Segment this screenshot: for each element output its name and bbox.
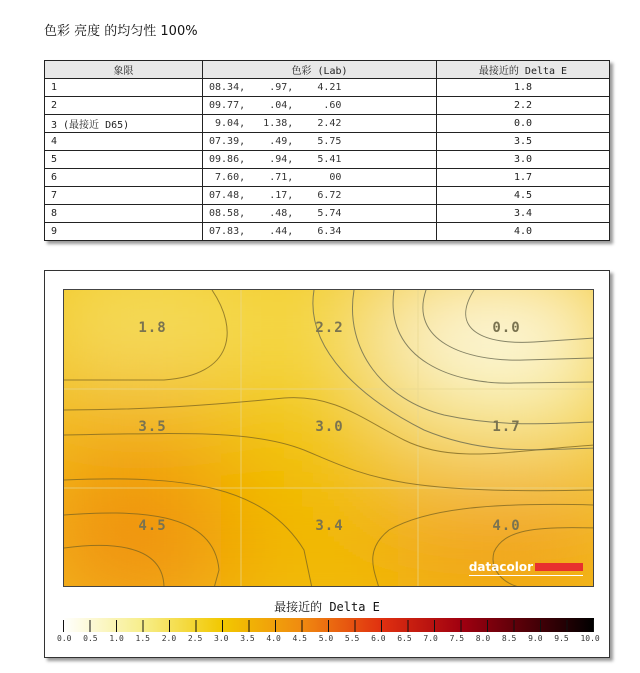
header-quadrant: 象限 <box>45 61 203 79</box>
delta-e-cell: 0.0 <box>437 115 610 133</box>
table-row <box>45 133 610 151</box>
quadrant-cell: 6 <box>45 169 203 187</box>
scale-tick-label: 1.0 <box>109 634 124 643</box>
scale-tick-label: 7.0 <box>423 634 438 643</box>
quadrant-value-label: 1.7 <box>492 419 521 435</box>
table-row <box>45 115 610 133</box>
scale-tick-label: 0.5 <box>83 634 98 643</box>
scale-tick-label: 3.0 <box>214 634 229 643</box>
scale-tick-label: 9.5 <box>554 634 569 643</box>
table-row <box>45 205 610 223</box>
scale-tick-label: 2.0 <box>161 634 177 643</box>
page-title: 色彩 亮度 的均匀性 100% <box>44 24 198 39</box>
lab-cell: 08.34, .97, 4.21 <box>203 79 437 97</box>
datacolor-logo: datacolor <box>469 560 583 576</box>
quadrant-cell: 4 <box>45 133 203 151</box>
quadrant-value-label: 2.2 <box>315 319 344 336</box>
table-row <box>45 97 610 115</box>
lab-cell: 7.60, .71, 00 <box>203 169 437 187</box>
scale-tick-label: 6.5 <box>397 634 412 643</box>
scale-tick-label: 7.5 <box>449 634 465 643</box>
table-header-row <box>45 61 610 79</box>
delta-e-cell: 3.5 <box>437 133 610 151</box>
logo-bar <box>535 563 583 571</box>
lab-cell: 09.86, .94, 5.41 <box>203 151 437 169</box>
scale-tick-label: 3.5 <box>240 634 255 643</box>
scale-tick-label: 5.0 <box>318 634 334 643</box>
quadrant-value-label: 4.5 <box>138 518 167 535</box>
scale-tick-label: 4.5 <box>292 634 307 643</box>
scale-tick-label: 2.5 <box>187 634 203 643</box>
lab-cell: 09.77, .04, .60 <box>203 97 437 115</box>
scale-tick-label: 4.0 <box>266 634 281 643</box>
quadrant-value-label: 4.0 <box>492 518 521 535</box>
heatmap-plot <box>63 289 594 587</box>
lab-cell: 07.48, .17, 6.72 <box>203 187 437 205</box>
scale-tick-label: 8.5 <box>501 634 517 643</box>
delta-e-cell: 1.7 <box>437 169 610 187</box>
header-delta-e: 最接近的 Delta E <box>437 61 610 79</box>
quadrant-cell: 3 (最接近 D65) <box>45 115 203 133</box>
delta-e-cell: 1.8 <box>437 79 610 97</box>
table-row <box>45 151 610 169</box>
quadrant-value-label: 0.0 <box>492 319 521 336</box>
delta-e-cell: 3.4 <box>437 205 610 223</box>
quadrant-value-label: 3.4 <box>315 518 344 535</box>
scale-tick-label: 1.5 <box>135 634 150 643</box>
lab-cell: 07.39, .49, 5.75 <box>203 133 437 151</box>
scale-tick-label: 8.0 <box>475 634 491 643</box>
quadrant-table <box>44 60 610 241</box>
table-row <box>45 79 610 97</box>
lab-cell: 08.58, .48, 5.74 <box>203 205 437 223</box>
quadrant-cell: 1 <box>45 79 203 97</box>
color-scale-bar <box>63 618 594 632</box>
scale-tick-label: 6.0 <box>371 634 386 643</box>
quadrant-cell: 2 <box>45 97 203 115</box>
quadrant-cell: 5 <box>45 151 203 169</box>
header-lab: 色彩 (Lab) <box>203 61 437 79</box>
legend-title: 最接近的 Delta E <box>274 600 380 614</box>
lab-cell: 07.83, .44, 6.34 <box>203 223 437 241</box>
lab-cell: 9.04, 1.38, 2.42 <box>203 115 437 133</box>
quadrant-value-label: 3.0 <box>315 419 344 435</box>
delta-e-cell: 3.0 <box>437 151 610 169</box>
quadrant-value-label: 1.8 <box>138 319 167 336</box>
color-scale-ticks <box>57 634 600 643</box>
table-row <box>45 223 610 241</box>
quadrant-cell: 7 <box>45 187 203 205</box>
scale-tick-label: 10.0 <box>580 634 600 643</box>
delta-e-cell: 4.5 <box>437 187 610 205</box>
uniformity-chart <box>44 270 610 658</box>
quadrant-cell: 8 <box>45 205 203 223</box>
scale-tick-label: 9.0 <box>528 634 543 643</box>
delta-e-cell: 2.2 <box>437 97 610 115</box>
quadrant-cell: 9 <box>45 223 203 241</box>
delta-e-cell: 4.0 <box>437 223 610 241</box>
table-row <box>45 169 610 187</box>
scale-tick-label: 5.5 <box>344 634 360 643</box>
table-row <box>45 187 610 205</box>
quadrant-value-label: 3.5 <box>138 419 167 435</box>
scale-tick-label: 0.0 <box>57 634 72 643</box>
